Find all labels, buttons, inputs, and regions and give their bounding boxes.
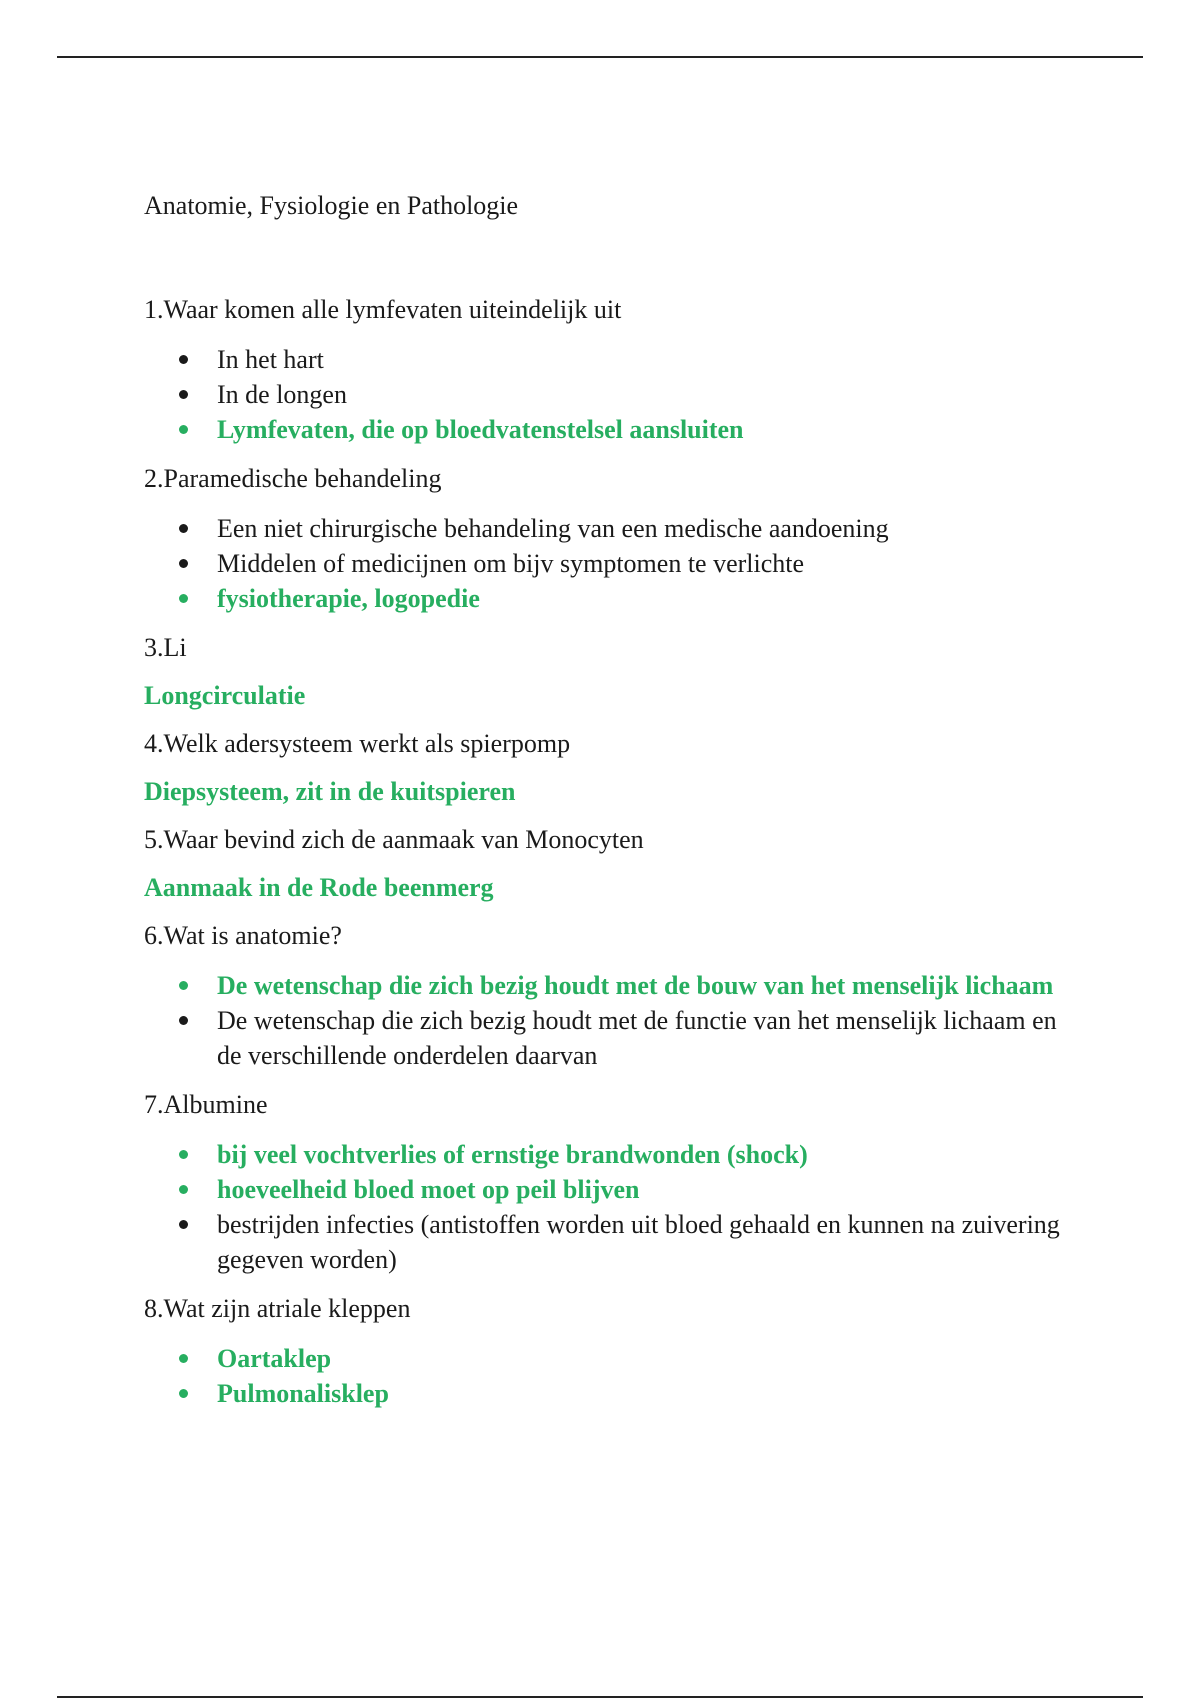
correct-option: Oartaklep xyxy=(144,1341,1064,1376)
top-rule xyxy=(57,56,1143,58)
question-6: 6.Wat is anatomie? xyxy=(144,921,342,950)
answer-5: Aanmaak in de Rode beenmerg xyxy=(144,873,494,902)
correct-option: Lymfevaten, die op bloedvatenstelsel aansluiten xyxy=(144,412,1064,447)
options-list-2 xyxy=(144,511,1064,616)
option: In de longen xyxy=(144,377,1064,412)
options-list-8 xyxy=(144,1341,1064,1411)
correct-option: Pulmonalisklep xyxy=(144,1376,1064,1411)
answer-4: Diepsysteem, zit in de kuitspieren xyxy=(144,777,516,806)
question-8: 8.Wat zijn atriale kleppen xyxy=(144,1294,411,1323)
question-7: 7.Albumine xyxy=(144,1090,268,1119)
question-5: 5.Waar bevind zich de aanmaak van Monocyten xyxy=(144,825,644,854)
correct-option: fysiotherapie, logopedie xyxy=(144,581,1064,616)
option: Middelen of medicijnen om bijv symptomen te verlichte xyxy=(144,546,1064,581)
question-4: 4.Welk adersysteem werkt als spierpomp xyxy=(144,729,571,758)
option: bestrijden infecties (antistoffen worden uit bloed gehaald en kunnen na zuivering gegeven worden) xyxy=(144,1207,1064,1277)
answer-3: Longcirculatie xyxy=(144,681,306,710)
options-list-1 xyxy=(144,342,1064,447)
bottom-rule xyxy=(57,1696,1143,1698)
question-3: 3.Li xyxy=(144,633,187,662)
document-body xyxy=(144,190,1064,1427)
question-2: 2.Paramedische behandeling xyxy=(144,464,442,493)
correct-option: hoeveelheid bloed moet op peil blijven xyxy=(144,1172,1064,1207)
options-list-7 xyxy=(144,1137,1064,1277)
correct-option: bij veel vochtverlies of ernstige brandwonden (shock) xyxy=(144,1137,1064,1172)
option: In het hart xyxy=(144,342,1064,377)
document-title: Anatomie, Fysiologie en Pathologie xyxy=(144,191,519,220)
option: Een niet chirurgische behandeling van een medische aandoening xyxy=(144,511,1064,546)
option: De wetenschap die zich bezig houdt met de functie van het menselijk lichaam en de verschillende onderdelen daarvan xyxy=(144,1003,1064,1073)
options-list-6 xyxy=(144,968,1064,1073)
correct-option: De wetenschap die zich bezig houdt met de bouw van het menselijk lichaam xyxy=(144,968,1064,1003)
question-1: 1.Waar komen alle lymfevaten uiteindelijk uit xyxy=(144,295,622,324)
